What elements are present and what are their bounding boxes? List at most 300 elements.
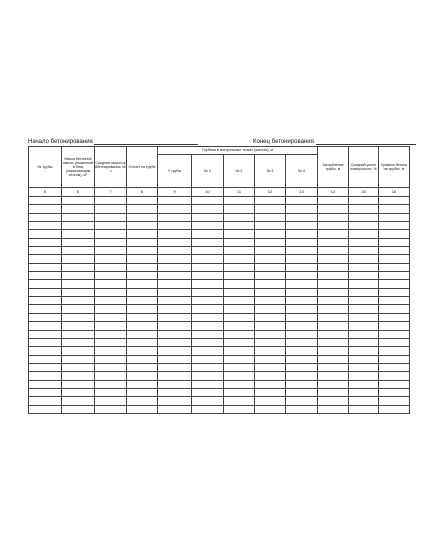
table-cell[interactable] — [379, 197, 410, 205]
table-cell[interactable] — [379, 297, 410, 305]
table-cell[interactable] — [158, 272, 192, 280]
table-cell[interactable] — [158, 263, 192, 271]
table-cell[interactable] — [95, 397, 127, 405]
table-cell[interactable] — [62, 405, 95, 413]
table-cell[interactable] — [255, 222, 286, 230]
table-cell[interactable] — [255, 363, 286, 371]
table-cell[interactable] — [95, 288, 127, 296]
table-cell[interactable] — [127, 272, 158, 280]
table-cell[interactable] — [224, 347, 255, 355]
table-cell[interactable] — [255, 213, 286, 221]
table-cell[interactable] — [127, 205, 158, 213]
table-cell[interactable] — [318, 338, 349, 346]
table-cell[interactable] — [95, 347, 127, 355]
table-cell[interactable] — [192, 280, 224, 288]
table-cell[interactable] — [95, 313, 127, 321]
table-cell[interactable] — [127, 397, 158, 405]
table-cell[interactable] — [29, 263, 62, 271]
table-cell[interactable] — [29, 338, 62, 346]
table-cell[interactable] — [379, 363, 410, 371]
table-cell[interactable] — [255, 397, 286, 405]
table-cell[interactable] — [95, 230, 127, 238]
table-cell[interactable] — [318, 230, 349, 238]
table-cell[interactable] — [286, 213, 318, 221]
table-cell[interactable] — [158, 355, 192, 363]
table-cell[interactable] — [29, 247, 62, 255]
table-cell[interactable] — [95, 197, 127, 205]
table-cell[interactable] — [192, 372, 224, 380]
table-cell[interactable] — [158, 255, 192, 263]
table-cell[interactable] — [255, 272, 286, 280]
table-cell[interactable] — [29, 238, 62, 246]
table-cell[interactable] — [379, 272, 410, 280]
table-cell[interactable] — [379, 322, 410, 330]
table-cell[interactable] — [286, 247, 318, 255]
table-cell[interactable] — [255, 197, 286, 205]
table-cell[interactable] — [127, 263, 158, 271]
table-cell[interactable] — [349, 397, 379, 405]
table-cell[interactable] — [224, 322, 255, 330]
table-cell[interactable] — [379, 305, 410, 313]
table-cell[interactable] — [379, 213, 410, 221]
table-cell[interactable] — [255, 297, 286, 305]
table-cell[interactable] — [158, 222, 192, 230]
table-cell[interactable] — [192, 247, 224, 255]
table-cell[interactable] — [379, 263, 410, 271]
table-cell[interactable] — [29, 272, 62, 280]
table-cell[interactable] — [95, 247, 127, 255]
table-cell[interactable] — [29, 222, 62, 230]
table-cell[interactable] — [158, 313, 192, 321]
table-cell[interactable] — [318, 255, 349, 263]
table-cell[interactable] — [127, 363, 158, 371]
table-cell[interactable] — [29, 388, 62, 396]
table-cell[interactable] — [318, 263, 349, 271]
table-cell[interactable] — [255, 280, 286, 288]
table-cell[interactable] — [158, 288, 192, 296]
table-cell[interactable] — [127, 230, 158, 238]
table-cell[interactable] — [158, 338, 192, 346]
table-cell[interactable] — [158, 322, 192, 330]
table-cell[interactable] — [318, 322, 349, 330]
table-cell[interactable] — [349, 363, 379, 371]
table-cell[interactable] — [62, 288, 95, 296]
table-cell[interactable] — [62, 363, 95, 371]
table-cell[interactable] — [379, 347, 410, 355]
table-cell[interactable] — [62, 222, 95, 230]
table-cell[interactable] — [286, 397, 318, 405]
table-cell[interactable] — [224, 222, 255, 230]
table-cell[interactable] — [379, 372, 410, 380]
table-cell[interactable] — [379, 255, 410, 263]
table-cell[interactable] — [158, 372, 192, 380]
table-cell[interactable] — [318, 288, 349, 296]
table-cell[interactable] — [349, 230, 379, 238]
table-cell[interactable] — [318, 247, 349, 255]
table-cell[interactable] — [379, 405, 410, 413]
table-cell[interactable] — [286, 205, 318, 213]
table-cell[interactable] — [62, 197, 95, 205]
table-cell[interactable] — [255, 288, 286, 296]
table-cell[interactable] — [29, 280, 62, 288]
table-cell[interactable] — [224, 230, 255, 238]
table-cell[interactable] — [379, 222, 410, 230]
table-cell[interactable] — [349, 263, 379, 271]
table-cell[interactable] — [95, 263, 127, 271]
table-cell[interactable] — [255, 313, 286, 321]
table-cell[interactable] — [127, 380, 158, 388]
table-cell[interactable] — [158, 388, 192, 396]
table-cell[interactable] — [95, 338, 127, 346]
table-cell[interactable] — [192, 313, 224, 321]
table-cell[interactable] — [62, 330, 95, 338]
table-cell[interactable] — [62, 322, 95, 330]
table-cell[interactable] — [95, 238, 127, 246]
table-cell[interactable] — [349, 272, 379, 280]
table-cell[interactable] — [255, 380, 286, 388]
table-cell[interactable] — [127, 255, 158, 263]
table-cell[interactable] — [158, 280, 192, 288]
table-cell[interactable] — [224, 238, 255, 246]
table-cell[interactable] — [29, 330, 62, 338]
table-cell[interactable] — [158, 197, 192, 205]
table-cell[interactable] — [379, 313, 410, 321]
table-cell[interactable] — [318, 372, 349, 380]
table-cell[interactable] — [29, 230, 62, 238]
table-cell[interactable] — [318, 280, 349, 288]
table-cell[interactable] — [318, 347, 349, 355]
table-cell[interactable] — [127, 238, 158, 246]
table-cell[interactable] — [192, 405, 224, 413]
table-cell[interactable] — [224, 338, 255, 346]
table-cell[interactable] — [192, 272, 224, 280]
table-cell[interactable] — [318, 313, 349, 321]
table-cell[interactable] — [379, 355, 410, 363]
table-cell[interactable] — [29, 313, 62, 321]
table-cell[interactable] — [349, 205, 379, 213]
table-cell[interactable] — [62, 263, 95, 271]
table-cell[interactable] — [62, 347, 95, 355]
table-cell[interactable] — [379, 388, 410, 396]
table-cell[interactable] — [286, 388, 318, 396]
table-cell[interactable] — [286, 363, 318, 371]
table-cell[interactable] — [349, 255, 379, 263]
table-cell[interactable] — [286, 197, 318, 205]
table-cell[interactable] — [224, 255, 255, 263]
table-cell[interactable] — [255, 230, 286, 238]
table-cell[interactable] — [286, 380, 318, 388]
table-cell[interactable] — [224, 280, 255, 288]
table-cell[interactable] — [379, 247, 410, 255]
table-cell[interactable] — [29, 347, 62, 355]
table-cell[interactable] — [95, 388, 127, 396]
table-cell[interactable] — [192, 263, 224, 271]
table-cell[interactable] — [62, 372, 95, 380]
table-cell[interactable] — [192, 222, 224, 230]
table-cell[interactable] — [286, 255, 318, 263]
table-cell[interactable] — [255, 388, 286, 396]
table-cell[interactable] — [286, 372, 318, 380]
table-cell[interactable] — [192, 205, 224, 213]
table-cell[interactable] — [158, 397, 192, 405]
table-cell[interactable] — [318, 213, 349, 221]
table-cell[interactable] — [286, 272, 318, 280]
table-cell[interactable] — [192, 330, 224, 338]
table-cell[interactable] — [192, 288, 224, 296]
table-cell[interactable] — [255, 355, 286, 363]
table-cell[interactable] — [95, 222, 127, 230]
table-cell[interactable] — [62, 338, 95, 346]
table-cell[interactable] — [318, 272, 349, 280]
table-cell[interactable] — [95, 272, 127, 280]
table-cell[interactable] — [224, 213, 255, 221]
table-cell[interactable] — [29, 355, 62, 363]
table-cell[interactable] — [127, 213, 158, 221]
table-cell[interactable] — [318, 222, 349, 230]
table-cell[interactable] — [192, 347, 224, 355]
table-cell[interactable] — [29, 213, 62, 221]
table-cell[interactable] — [158, 363, 192, 371]
table-cell[interactable] — [192, 388, 224, 396]
table-cell[interactable] — [127, 313, 158, 321]
table-cell[interactable] — [192, 238, 224, 246]
table-cell[interactable] — [255, 322, 286, 330]
table-cell[interactable] — [158, 230, 192, 238]
table-cell[interactable] — [192, 305, 224, 313]
table-cell[interactable] — [127, 372, 158, 380]
table-cell[interactable] — [349, 313, 379, 321]
end-of-concreting-blank[interactable] — [316, 138, 416, 145]
table-cell[interactable] — [127, 222, 158, 230]
table-cell[interactable] — [318, 397, 349, 405]
table-cell[interactable] — [349, 322, 379, 330]
table-cell[interactable] — [286, 280, 318, 288]
table-cell[interactable] — [192, 255, 224, 263]
table-cell[interactable] — [29, 397, 62, 405]
table-cell[interactable] — [224, 247, 255, 255]
table-cell[interactable] — [255, 305, 286, 313]
table-cell[interactable] — [349, 405, 379, 413]
table-cell[interactable] — [224, 405, 255, 413]
table-cell[interactable] — [127, 297, 158, 305]
table-cell[interactable] — [318, 380, 349, 388]
table-cell[interactable] — [318, 305, 349, 313]
table-cell[interactable] — [224, 205, 255, 213]
table-cell[interactable] — [127, 197, 158, 205]
table-cell[interactable] — [286, 330, 318, 338]
table-cell[interactable] — [349, 247, 379, 255]
table-cell[interactable] — [62, 205, 95, 213]
table-cell[interactable] — [379, 238, 410, 246]
table-cell[interactable] — [29, 372, 62, 380]
table-cell[interactable] — [349, 388, 379, 396]
table-cell[interactable] — [349, 222, 379, 230]
table-cell[interactable] — [158, 297, 192, 305]
table-cell[interactable] — [158, 330, 192, 338]
table-cell[interactable] — [318, 205, 349, 213]
table-cell[interactable] — [192, 213, 224, 221]
table-cell[interactable] — [224, 330, 255, 338]
table-cell[interactable] — [255, 247, 286, 255]
table-cell[interactable] — [95, 355, 127, 363]
table-cell[interactable] — [224, 372, 255, 380]
table-cell[interactable] — [62, 230, 95, 238]
table-cell[interactable] — [29, 405, 62, 413]
table-cell[interactable] — [29, 288, 62, 296]
table-cell[interactable] — [349, 213, 379, 221]
table-cell[interactable] — [318, 297, 349, 305]
table-cell[interactable] — [379, 288, 410, 296]
table-cell[interactable] — [286, 355, 318, 363]
table-cell[interactable] — [349, 197, 379, 205]
table-cell[interactable] — [349, 305, 379, 313]
table-cell[interactable] — [29, 255, 62, 263]
table-cell[interactable] — [224, 272, 255, 280]
table-cell[interactable] — [192, 322, 224, 330]
table-cell[interactable] — [158, 205, 192, 213]
table-cell[interactable] — [95, 363, 127, 371]
table-cell[interactable] — [255, 338, 286, 346]
table-cell[interactable] — [349, 330, 379, 338]
table-cell[interactable] — [318, 197, 349, 205]
table-cell[interactable] — [62, 305, 95, 313]
table-cell[interactable] — [349, 372, 379, 380]
table-cell[interactable] — [286, 338, 318, 346]
table-cell[interactable] — [318, 238, 349, 246]
table-cell[interactable] — [127, 338, 158, 346]
table-cell[interactable] — [158, 380, 192, 388]
table-cell[interactable] — [158, 405, 192, 413]
table-cell[interactable] — [62, 313, 95, 321]
table-cell[interactable] — [95, 297, 127, 305]
table-cell[interactable] — [349, 288, 379, 296]
table-cell[interactable] — [286, 405, 318, 413]
table-cell[interactable] — [224, 305, 255, 313]
table-cell[interactable] — [286, 263, 318, 271]
table-cell[interactable] — [62, 380, 95, 388]
table-cell[interactable] — [62, 355, 95, 363]
table-cell[interactable] — [349, 338, 379, 346]
table-cell[interactable] — [379, 338, 410, 346]
table-cell[interactable] — [224, 397, 255, 405]
table-cell[interactable] — [255, 372, 286, 380]
table-cell[interactable] — [286, 222, 318, 230]
table-cell[interactable] — [224, 288, 255, 296]
table-cell[interactable] — [29, 205, 62, 213]
table-cell[interactable] — [286, 238, 318, 246]
table-cell[interactable] — [255, 330, 286, 338]
table-cell[interactable] — [379, 205, 410, 213]
table-cell[interactable] — [95, 280, 127, 288]
table-cell[interactable] — [95, 405, 127, 413]
table-cell[interactable] — [29, 197, 62, 205]
table-cell[interactable] — [349, 280, 379, 288]
table-cell[interactable] — [127, 355, 158, 363]
table-cell[interactable] — [255, 205, 286, 213]
table-cell[interactable] — [95, 380, 127, 388]
table-cell[interactable] — [192, 363, 224, 371]
table-cell[interactable] — [286, 288, 318, 296]
table-cell[interactable] — [127, 322, 158, 330]
table-cell[interactable] — [224, 197, 255, 205]
table-cell[interactable] — [127, 247, 158, 255]
table-cell[interactable] — [158, 238, 192, 246]
table-cell[interactable] — [192, 230, 224, 238]
table-cell[interactable] — [62, 255, 95, 263]
table-cell[interactable] — [286, 313, 318, 321]
table-cell[interactable] — [95, 305, 127, 313]
table-cell[interactable] — [224, 313, 255, 321]
table-cell[interactable] — [62, 213, 95, 221]
table-cell[interactable] — [62, 280, 95, 288]
table-cell[interactable] — [62, 397, 95, 405]
table-cell[interactable] — [286, 230, 318, 238]
table-cell[interactable] — [127, 405, 158, 413]
table-cell[interactable] — [349, 355, 379, 363]
table-cell[interactable] — [158, 305, 192, 313]
table-cell[interactable] — [224, 388, 255, 396]
table-cell[interactable] — [29, 297, 62, 305]
table-cell[interactable] — [158, 247, 192, 255]
table-cell[interactable] — [127, 388, 158, 396]
table-cell[interactable] — [192, 197, 224, 205]
table-cell[interactable] — [349, 380, 379, 388]
table-cell[interactable] — [62, 247, 95, 255]
table-cell[interactable] — [255, 405, 286, 413]
table-cell[interactable] — [29, 380, 62, 388]
table-cell[interactable] — [255, 263, 286, 271]
table-cell[interactable] — [192, 397, 224, 405]
table-cell[interactable] — [192, 297, 224, 305]
table-cell[interactable] — [158, 347, 192, 355]
table-cell[interactable] — [62, 388, 95, 396]
table-cell[interactable] — [127, 347, 158, 355]
table-cell[interactable] — [127, 288, 158, 296]
table-cell[interactable] — [192, 380, 224, 388]
table-cell[interactable] — [224, 297, 255, 305]
table-cell[interactable] — [318, 363, 349, 371]
table-cell[interactable] — [379, 380, 410, 388]
table-cell[interactable] — [349, 297, 379, 305]
table-cell[interactable] — [349, 238, 379, 246]
start-of-concreting-blank[interactable] — [94, 138, 198, 145]
table-cell[interactable] — [255, 238, 286, 246]
table-cell[interactable] — [318, 355, 349, 363]
table-cell[interactable] — [349, 347, 379, 355]
table-cell[interactable] — [29, 363, 62, 371]
table-cell[interactable] — [318, 330, 349, 338]
table-cell[interactable] — [318, 388, 349, 396]
table-cell[interactable] — [286, 347, 318, 355]
table-cell[interactable] — [286, 305, 318, 313]
table-cell[interactable] — [95, 205, 127, 213]
table-cell[interactable] — [255, 255, 286, 263]
table-cell[interactable] — [192, 338, 224, 346]
table-cell[interactable] — [127, 330, 158, 338]
table-cell[interactable] — [62, 297, 95, 305]
table-cell[interactable] — [286, 297, 318, 305]
table-cell[interactable] — [379, 397, 410, 405]
table-cell[interactable] — [318, 405, 349, 413]
table-cell[interactable] — [224, 263, 255, 271]
table-cell[interactable] — [127, 280, 158, 288]
table-cell[interactable] — [95, 322, 127, 330]
table-cell[interactable] — [62, 238, 95, 246]
table-cell[interactable] — [224, 380, 255, 388]
table-cell[interactable] — [29, 322, 62, 330]
table-cell[interactable] — [379, 230, 410, 238]
table-cell[interactable] — [192, 355, 224, 363]
